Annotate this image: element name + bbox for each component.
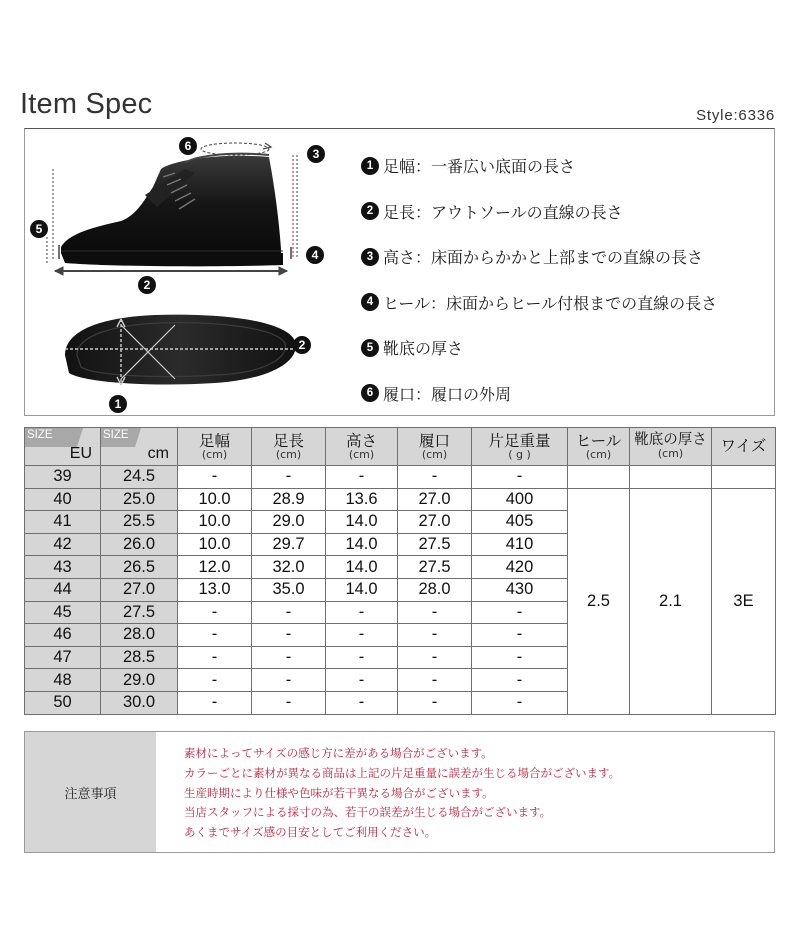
marker-6-icon	[179, 137, 197, 155]
cm-size-cell: 27.5	[101, 601, 178, 624]
svg-text:2: 2	[143, 278, 151, 292]
svg-text:2: 2	[298, 338, 306, 352]
note-line: 素材によってサイズの感じ方に差がある場合がございます。	[184, 746, 493, 760]
cm-size-cell: 25.5	[101, 511, 178, 534]
measure-cell: -	[472, 601, 568, 624]
legend-item	[361, 280, 781, 326]
measure-cell: 420	[472, 556, 568, 579]
legend-item	[361, 143, 781, 189]
measure-cell: -	[398, 646, 472, 669]
measure-cell: 12.0	[178, 556, 252, 579]
legend-item	[361, 234, 781, 280]
measure-cell: -	[326, 669, 398, 692]
measure-cell: -	[472, 669, 568, 692]
measure-cell: -	[178, 601, 252, 624]
empty-cell	[630, 466, 712, 489]
measure-cell: -	[252, 624, 326, 647]
table-header-row	[25, 428, 776, 466]
number-badge-icon: 1	[361, 157, 379, 175]
notes-body	[156, 732, 620, 852]
svg-text:6: 6	[184, 139, 192, 153]
legend-item	[361, 189, 781, 235]
measure-cell: -	[472, 646, 568, 669]
measure-cell: 14.0	[326, 556, 398, 579]
sole-merged-cell: 2.1	[630, 488, 712, 714]
eu-size-cell: 42	[25, 533, 101, 556]
measure-cell: -	[252, 601, 326, 624]
heel-merged-cell: 2.5	[568, 488, 630, 714]
measure-cell: 14.0	[326, 533, 398, 556]
eu-size-cell: 50	[25, 691, 101, 714]
empty-cell	[568, 466, 630, 489]
measure-cell: 14.0	[326, 578, 398, 601]
measure-cell: 35.0	[252, 578, 326, 601]
legend-text: ヒール：床面からヒール付根までの直線の長さ	[383, 293, 718, 313]
measure-cell: -	[178, 624, 252, 647]
measure-cell: 29.7	[252, 533, 326, 556]
measure-cell: 27.0	[398, 488, 472, 511]
marker-2-icon	[138, 276, 156, 294]
eu-size-header: SIZE EU	[25, 428, 101, 466]
measure-cell: 27.0	[398, 511, 472, 534]
measure-cell: 28.0	[398, 578, 472, 601]
number-badge-icon: 2	[361, 202, 379, 220]
measure-cell: -	[398, 691, 472, 714]
note-line: 生産時期により仕様や色味が若干異なる場合がございます。	[184, 785, 494, 800]
empty-cell	[712, 466, 776, 489]
note-line: 当店スタッフによる採寸の為、若干の誤差が生じる場合がございます。	[184, 805, 552, 820]
legend-text: 足長：アウトソールの直線の長さ	[383, 202, 623, 222]
cm-size-cell: 28.0	[101, 624, 178, 647]
col-header: ワイズ	[712, 428, 776, 466]
col-header: 足長 (cm)	[252, 428, 326, 466]
measure-cell: -	[398, 601, 472, 624]
legend-text: 足幅：一番広い底面の長さ	[383, 157, 576, 177]
legend-text: 履口：履口の外周	[383, 384, 512, 404]
cm-size-cell: 30.0	[101, 691, 178, 714]
shoe-diagram	[25, 129, 345, 417]
eu-size-cell: 45	[25, 601, 101, 624]
measure-cell: 13.6	[326, 488, 398, 511]
measure-cell: 430	[472, 578, 568, 601]
eu-size-cell: 43	[25, 556, 101, 579]
measure-cell: 14.0	[326, 511, 398, 534]
side-view-shoe	[61, 154, 283, 267]
measure-cell: -	[178, 669, 252, 692]
cm-size-cell: 24.5	[101, 466, 178, 489]
measure-cell: 32.0	[252, 556, 326, 579]
cm-size-cell: 29.0	[101, 669, 178, 692]
col-header: 片足重量 ( g )	[472, 428, 568, 466]
measure-cell: -	[252, 669, 326, 692]
measure-cell: -	[252, 466, 326, 489]
eu-size-cell: 41	[25, 511, 101, 534]
eu-size-cell: 39	[25, 466, 101, 489]
width-merged-cell: 3E	[712, 488, 776, 714]
legend-item	[361, 325, 781, 371]
measure-cell: -	[398, 669, 472, 692]
measure-cell: -	[326, 466, 398, 489]
col-header: 靴底の厚さ (cm)	[630, 428, 712, 466]
legend-text: 高さ：床面からかかと上部までの直線の長さ	[383, 248, 704, 268]
measure-cell: 27.5	[398, 533, 472, 556]
measure-cell: -	[326, 646, 398, 669]
col-header: 高さ (cm)	[326, 428, 398, 466]
col-header: 履口 (cm)	[398, 428, 472, 466]
eu-size-cell: 40	[25, 488, 101, 511]
svg-text:4: 4	[311, 248, 319, 262]
measure-cell: 10.0	[178, 488, 252, 511]
eu-size-cell: 48	[25, 669, 101, 692]
marker-5-icon	[30, 220, 48, 238]
measure-cell: 27.5	[398, 556, 472, 579]
measure-cell: -	[326, 601, 398, 624]
legend-text: 靴底の厚さ	[383, 339, 464, 359]
measure-cell: 10.0	[178, 511, 252, 534]
measure-cell: 29.0	[252, 511, 326, 534]
outsole-view	[65, 315, 296, 385]
notes-panel	[24, 731, 775, 853]
notes-label: 注意事項	[25, 732, 156, 852]
cm-size-cell: 28.5	[101, 646, 178, 669]
note-line: あくまでサイズ感の目安としてご利用ください。	[184, 825, 437, 840]
measure-cell: -	[326, 691, 398, 714]
marker-2b-icon	[293, 336, 311, 354]
cm-size-cell: 26.5	[101, 556, 178, 579]
size-table	[24, 427, 776, 715]
legend-item	[361, 371, 781, 417]
number-badge-icon: 5	[361, 339, 379, 357]
table-row	[25, 466, 776, 489]
measure-cell: -	[178, 691, 252, 714]
style-code: Style:6336	[696, 107, 775, 124]
measure-cell: 13.0	[178, 578, 252, 601]
measure-cell: -	[398, 624, 472, 647]
measure-cell: 10.0	[178, 533, 252, 556]
cm-size-cell: 25.0	[101, 488, 178, 511]
measure-cell: 410	[472, 533, 568, 556]
measure-cell: 28.9	[252, 488, 326, 511]
marker-3-icon	[307, 145, 325, 163]
svg-text:5: 5	[35, 222, 43, 236]
measure-cell: -	[398, 466, 472, 489]
eu-size-cell: 46	[25, 624, 101, 647]
table-row	[25, 488, 776, 511]
measure-cell: -	[178, 646, 252, 669]
svg-text:1: 1	[114, 397, 122, 411]
col-header: ヒール (cm)	[568, 428, 630, 466]
cm-size-cell: 26.0	[101, 533, 178, 556]
measure-cell: -	[472, 691, 568, 714]
marker-4-icon	[306, 246, 324, 264]
measure-cell: -	[472, 624, 568, 647]
number-badge-icon: 6	[361, 384, 379, 402]
measure-cell: 400	[472, 488, 568, 511]
marker-1-icon	[109, 395, 127, 413]
number-badge-icon: 4	[361, 293, 379, 311]
note-line: カラーごとに素材が異なる商品は上記の片足重量に誤差が生じる場合がございます。	[184, 765, 621, 780]
measurement-legend	[361, 143, 781, 416]
svg-text:3: 3	[312, 147, 320, 161]
col-header: 足幅 (cm)	[178, 428, 252, 466]
number-badge-icon: 3	[361, 248, 379, 266]
measure-cell: -	[326, 624, 398, 647]
page-title: Item Spec	[20, 88, 153, 120]
measure-cell: -	[472, 466, 568, 489]
cm-size-cell: 27.0	[101, 578, 178, 601]
measure-cell: -	[178, 466, 252, 489]
eu-size-cell: 44	[25, 578, 101, 601]
measure-cell: -	[252, 646, 326, 669]
measure-cell: -	[252, 691, 326, 714]
eu-size-cell: 47	[25, 646, 101, 669]
spec-panel	[24, 128, 775, 416]
cm-size-header: SIZE cm	[101, 428, 178, 466]
measure-cell: 405	[472, 511, 568, 534]
